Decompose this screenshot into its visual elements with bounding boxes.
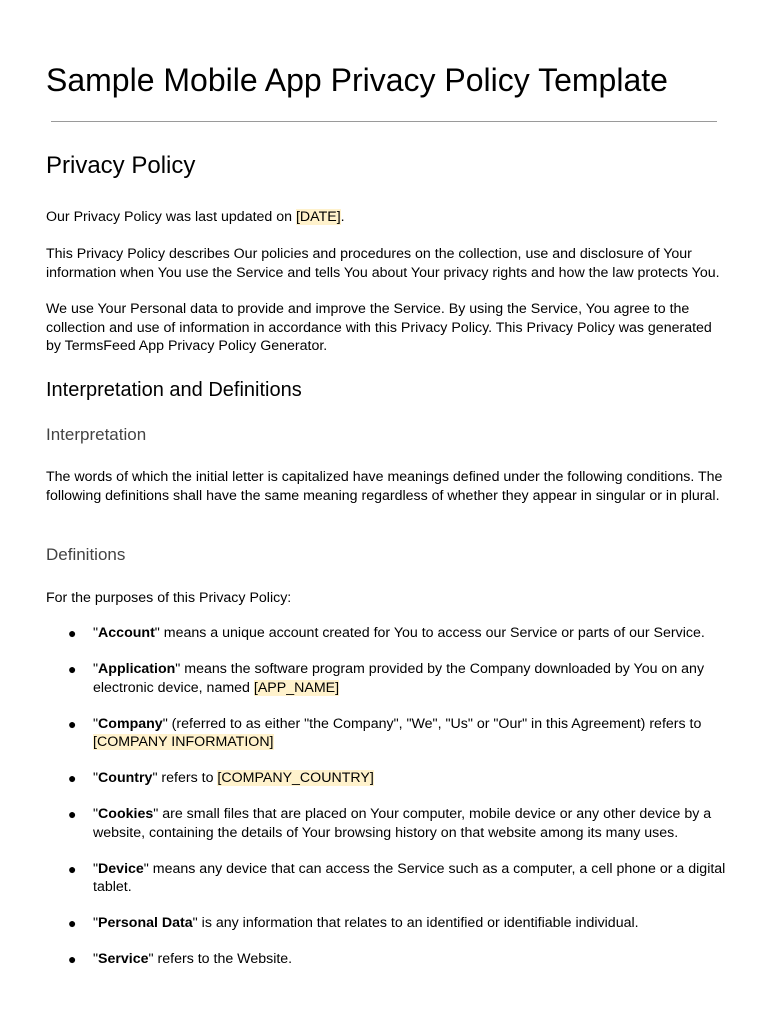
last-updated-prefix: Our Privacy Policy was last updated on — [46, 209, 296, 225]
definition-item-account — [46, 624, 726, 643]
bullet-icon: ● — [68, 770, 77, 786]
bullet-icon: ● — [68, 661, 77, 677]
definition-item-device — [46, 860, 726, 897]
date-placeholder: [DATE] — [295, 209, 341, 225]
open-quote: " — [93, 860, 99, 877]
bullet-icon: ● — [68, 715, 77, 732]
definition-item-application — [46, 660, 726, 697]
definition-text: means any device that can access the Service such as a computer, a cell phone or a digital tablet. — [93, 860, 726, 895]
company-information-placeholder: [COMPANY INFORMATION] — [93, 734, 274, 750]
open-quote: " — [93, 661, 99, 677]
policy-description-paragraph: This Privacy Policy describes Our policies and procedures on the collection, use and disclosure of Your information when You use the Service and tells You about Your privacy rights and how the law protects You. — [46, 246, 720, 281]
last-updated-paragraph — [46, 208, 726, 227]
open-quote: " — [93, 770, 99, 786]
definition-item-personal-data — [46, 914, 726, 933]
definition-term: Personal Data — [98, 915, 193, 931]
definitions-heading: Definitions — [46, 545, 126, 564]
open-quote: " — [93, 715, 99, 732]
company-country-placeholder: [COMPANY_COUNTRY] — [217, 770, 374, 786]
close-quote: " — [154, 625, 160, 641]
definition-text: (referred to as either "the Company", "We", "Us" or "Our" in this Agreement) refers to — [167, 715, 702, 732]
privacy-policy-heading: Privacy Policy — [46, 152, 196, 179]
bullet-icon: ● — [68, 625, 77, 641]
definitions-list — [46, 624, 726, 986]
definition-term: Application — [98, 661, 176, 677]
definitions-intro: For the purposes of this Privacy Policy: — [46, 590, 292, 606]
close-quote: " — [153, 806, 159, 822]
definition-text: refers to — [157, 770, 218, 786]
definition-item-cookies — [46, 805, 726, 842]
bullet-icon: ● — [68, 806, 77, 822]
close-quote: " — [148, 951, 154, 967]
bullet-icon: ● — [68, 915, 77, 931]
interpretation-paragraph: The words of which the initial letter is capitalized have meanings defined under the following conditions. The following definitions shall have the same meaning regardless of whether they appear in singular or in plural. — [46, 469, 723, 504]
definition-text: is any information that relates to an identified or identifiable individual. — [197, 915, 639, 931]
title-divider — [51, 121, 717, 122]
close-quote: " — [192, 915, 198, 931]
definition-text: refers to the Website. — [153, 951, 293, 967]
definition-text: means a unique account created for You to access our Service or parts of our Service. — [159, 625, 705, 641]
document-title: Sample Mobile App Privacy Policy Template — [46, 62, 668, 98]
definition-item-company — [46, 715, 726, 752]
definition-term: Service — [98, 951, 149, 967]
app-name-placeholder: [APP_NAME] — [253, 679, 340, 696]
open-quote: " — [93, 625, 99, 641]
close-quote: " — [143, 860, 149, 877]
close-quote: " — [162, 715, 168, 732]
interpretation-definitions-heading: Interpretation and Definitions — [46, 379, 302, 401]
definition-item-country — [46, 769, 726, 788]
definition-text: are small files that are placed on Your computer, mobile device or any other device by a website, containing the details of Your browsing history on that website among its many uses. — [93, 806, 712, 841]
open-quote: " — [93, 951, 99, 967]
consent-paragraph: We use Your Personal data to provide and improve the Service. By using the Service, You agree to the collection and use of information in accordance with this Privacy Policy. This Privacy Policy was generated by TermsFeed App Privacy Policy Generator. — [46, 301, 712, 354]
definition-term: Company — [98, 715, 163, 732]
bullet-icon: ● — [68, 951, 77, 967]
open-quote: " — [93, 915, 99, 931]
open-quote: " — [93, 806, 99, 822]
definition-term: Country — [98, 770, 153, 786]
last-updated-suffix: . — [340, 209, 345, 225]
definition-term: Cookies — [98, 806, 154, 822]
definition-term: Device — [98, 860, 144, 877]
definition-item-service — [46, 950, 726, 969]
definition-text: means the software program provided by the Company downloaded by You on any electronic device, named — [93, 661, 705, 696]
interpretation-heading: Interpretation — [46, 425, 147, 444]
definition-term: Account — [98, 625, 155, 641]
close-quote: " — [175, 661, 181, 677]
bullet-icon: ● — [68, 860, 77, 877]
close-quote: " — [152, 770, 158, 786]
